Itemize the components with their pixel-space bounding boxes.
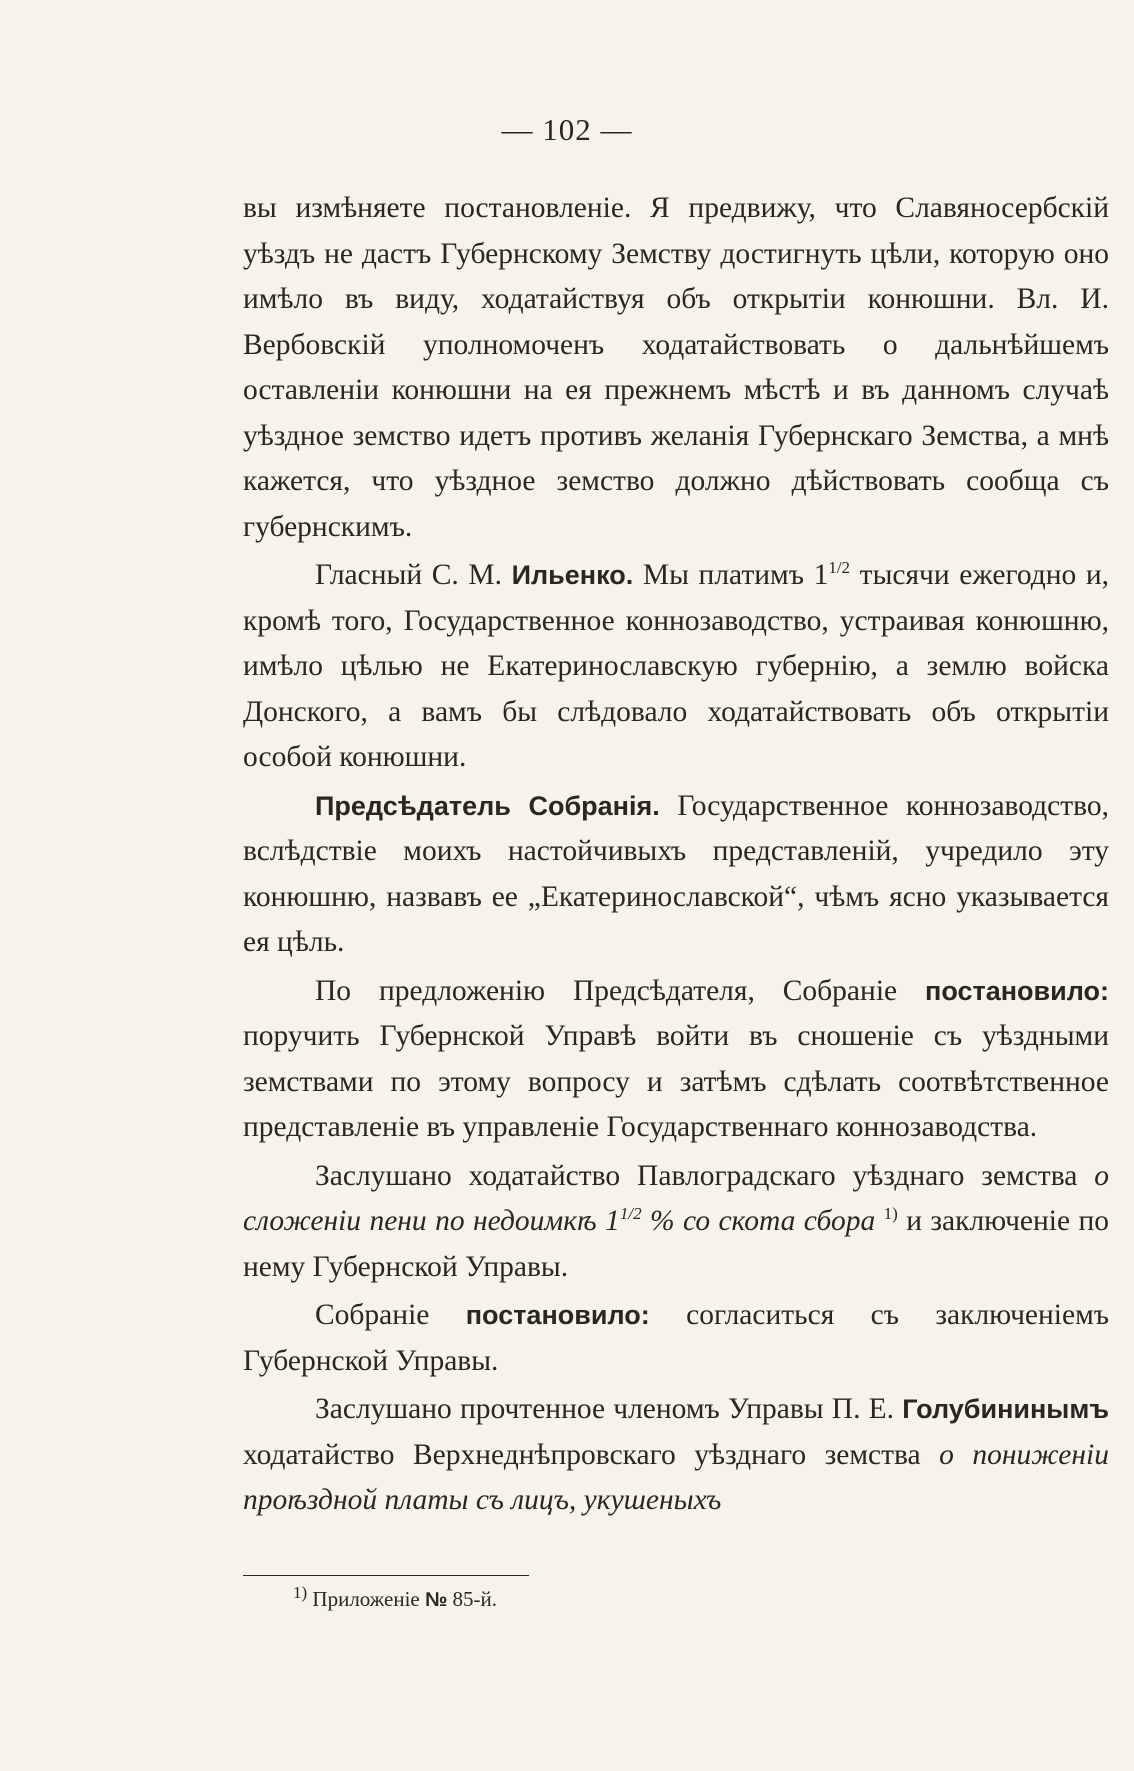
p2-text-a: Мы платимъ 1	[642, 559, 829, 591]
p7-text-a: Заслушано прочтенное членомъ Управы П. Е.	[315, 1393, 895, 1425]
p4-text-b: поручить Губернской Управѣ войти въ сношеніе съ уѣздными земствами по этому вопросу и затѣмъ сдѣлать соотвѣтственное представленіе въ управленіе Государственнаго коннозаводства.	[243, 1020, 1109, 1143]
footnote-mark: 1)	[293, 1583, 308, 1602]
paragraph-7	[243, 1387, 1109, 1524]
paragraph-1: вы измѣняете постановленіе. Я предвижу, что Славяносербскій уѣздъ не дастъ Губернскому Земству достигнуть цѣли, которую оно имѣло въ виду, ходатайствуя объ открытіи конюшни. Вл. И. Вербовскій уполномоченъ ходатайствовать о дальнѣйшемъ оставленіи конюшни на ея прежнемъ мѣстѣ и въ данномъ случаѣ уѣздное земство идетъ противъ желанія Губернскаго Земства, а мнѣ кажется, что уѣздное земство должно дѣйствовать сообща съ губернскимъ.	[243, 192, 1109, 543]
speaker-ilenko: Ильенко.	[511, 560, 634, 590]
p2-lead: Гласный С. М.	[315, 559, 503, 591]
number-sign: №	[424, 1589, 448, 1611]
p4-text-a: По предложенію Предсѣдателя, Собраніе	[315, 974, 898, 1007]
p2-text-b: тысячи ежегодно и, кромѣ того, Государственное коннозаводство, устраивая конюшню, имѣло цѣлью не Екатеринославскую губернію, а землю войска Донского, а вамъ бы слѣдовало ходатайствовать объ открытіи особой конюшни.	[243, 559, 1110, 773]
decision-keyword: постановило:	[465, 1300, 650, 1330]
footnote-reference: 1)	[883, 1204, 898, 1224]
p3-text: Государственное коннозаводство, вслѣдствіе моихъ настойчивыхъ представленій, учредило эту конюшню, назвавъ ее „Екатеринославской“, чѣмъ ясно указывается ея цѣль.	[243, 789, 1110, 958]
p7-text-b: ходатайство Верхнеднѣпровскаго уѣзднаго земства	[243, 1438, 921, 1471]
p5-italic-a: о сложеніи пени по недоимкѣ 1	[243, 1159, 1109, 1237]
footnote-text-b: 85-й.	[452, 1587, 498, 1611]
p5-text-a: Заслушано ходатайство Павлоградскаго уѣзднаго земства	[315, 1159, 1078, 1192]
p2-fraction: 1/2	[828, 558, 851, 578]
footnote	[293, 1584, 497, 1615]
p5-text-b: и заключеніе по нему Губернской Управы.	[243, 1205, 1110, 1283]
decision-keyword: постановило:	[925, 975, 1110, 1006]
p7-italic: о пониженіи проѣздной платы съ лицъ, укушеныхъ	[243, 1438, 1109, 1516]
footnote-text-a: Приложеніе	[312, 1587, 420, 1611]
p6-text-a: Собраніе	[315, 1299, 430, 1331]
page-number: — 102 —	[501, 112, 633, 147]
paragraph-2	[243, 553, 1109, 781]
footnote-divider	[243, 1575, 529, 1576]
p6-text-b: согласиться съ заключеніемъ Губернской Управы.	[243, 1299, 1110, 1377]
p5-fraction: 1/2	[619, 1204, 642, 1224]
body-text	[243, 186, 1109, 1527]
p5-italic-b: % со скота сбора	[649, 1205, 876, 1237]
paragraph-3	[243, 784, 1109, 966]
paragraph-4	[243, 969, 1109, 1151]
paragraph-5	[243, 1154, 1109, 1291]
speaker-golubinin: Голубининымъ	[902, 1394, 1110, 1424]
speaker-chairman: Предсѣдатель Собранія.	[315, 790, 660, 821]
paragraph-6	[243, 1293, 1109, 1384]
